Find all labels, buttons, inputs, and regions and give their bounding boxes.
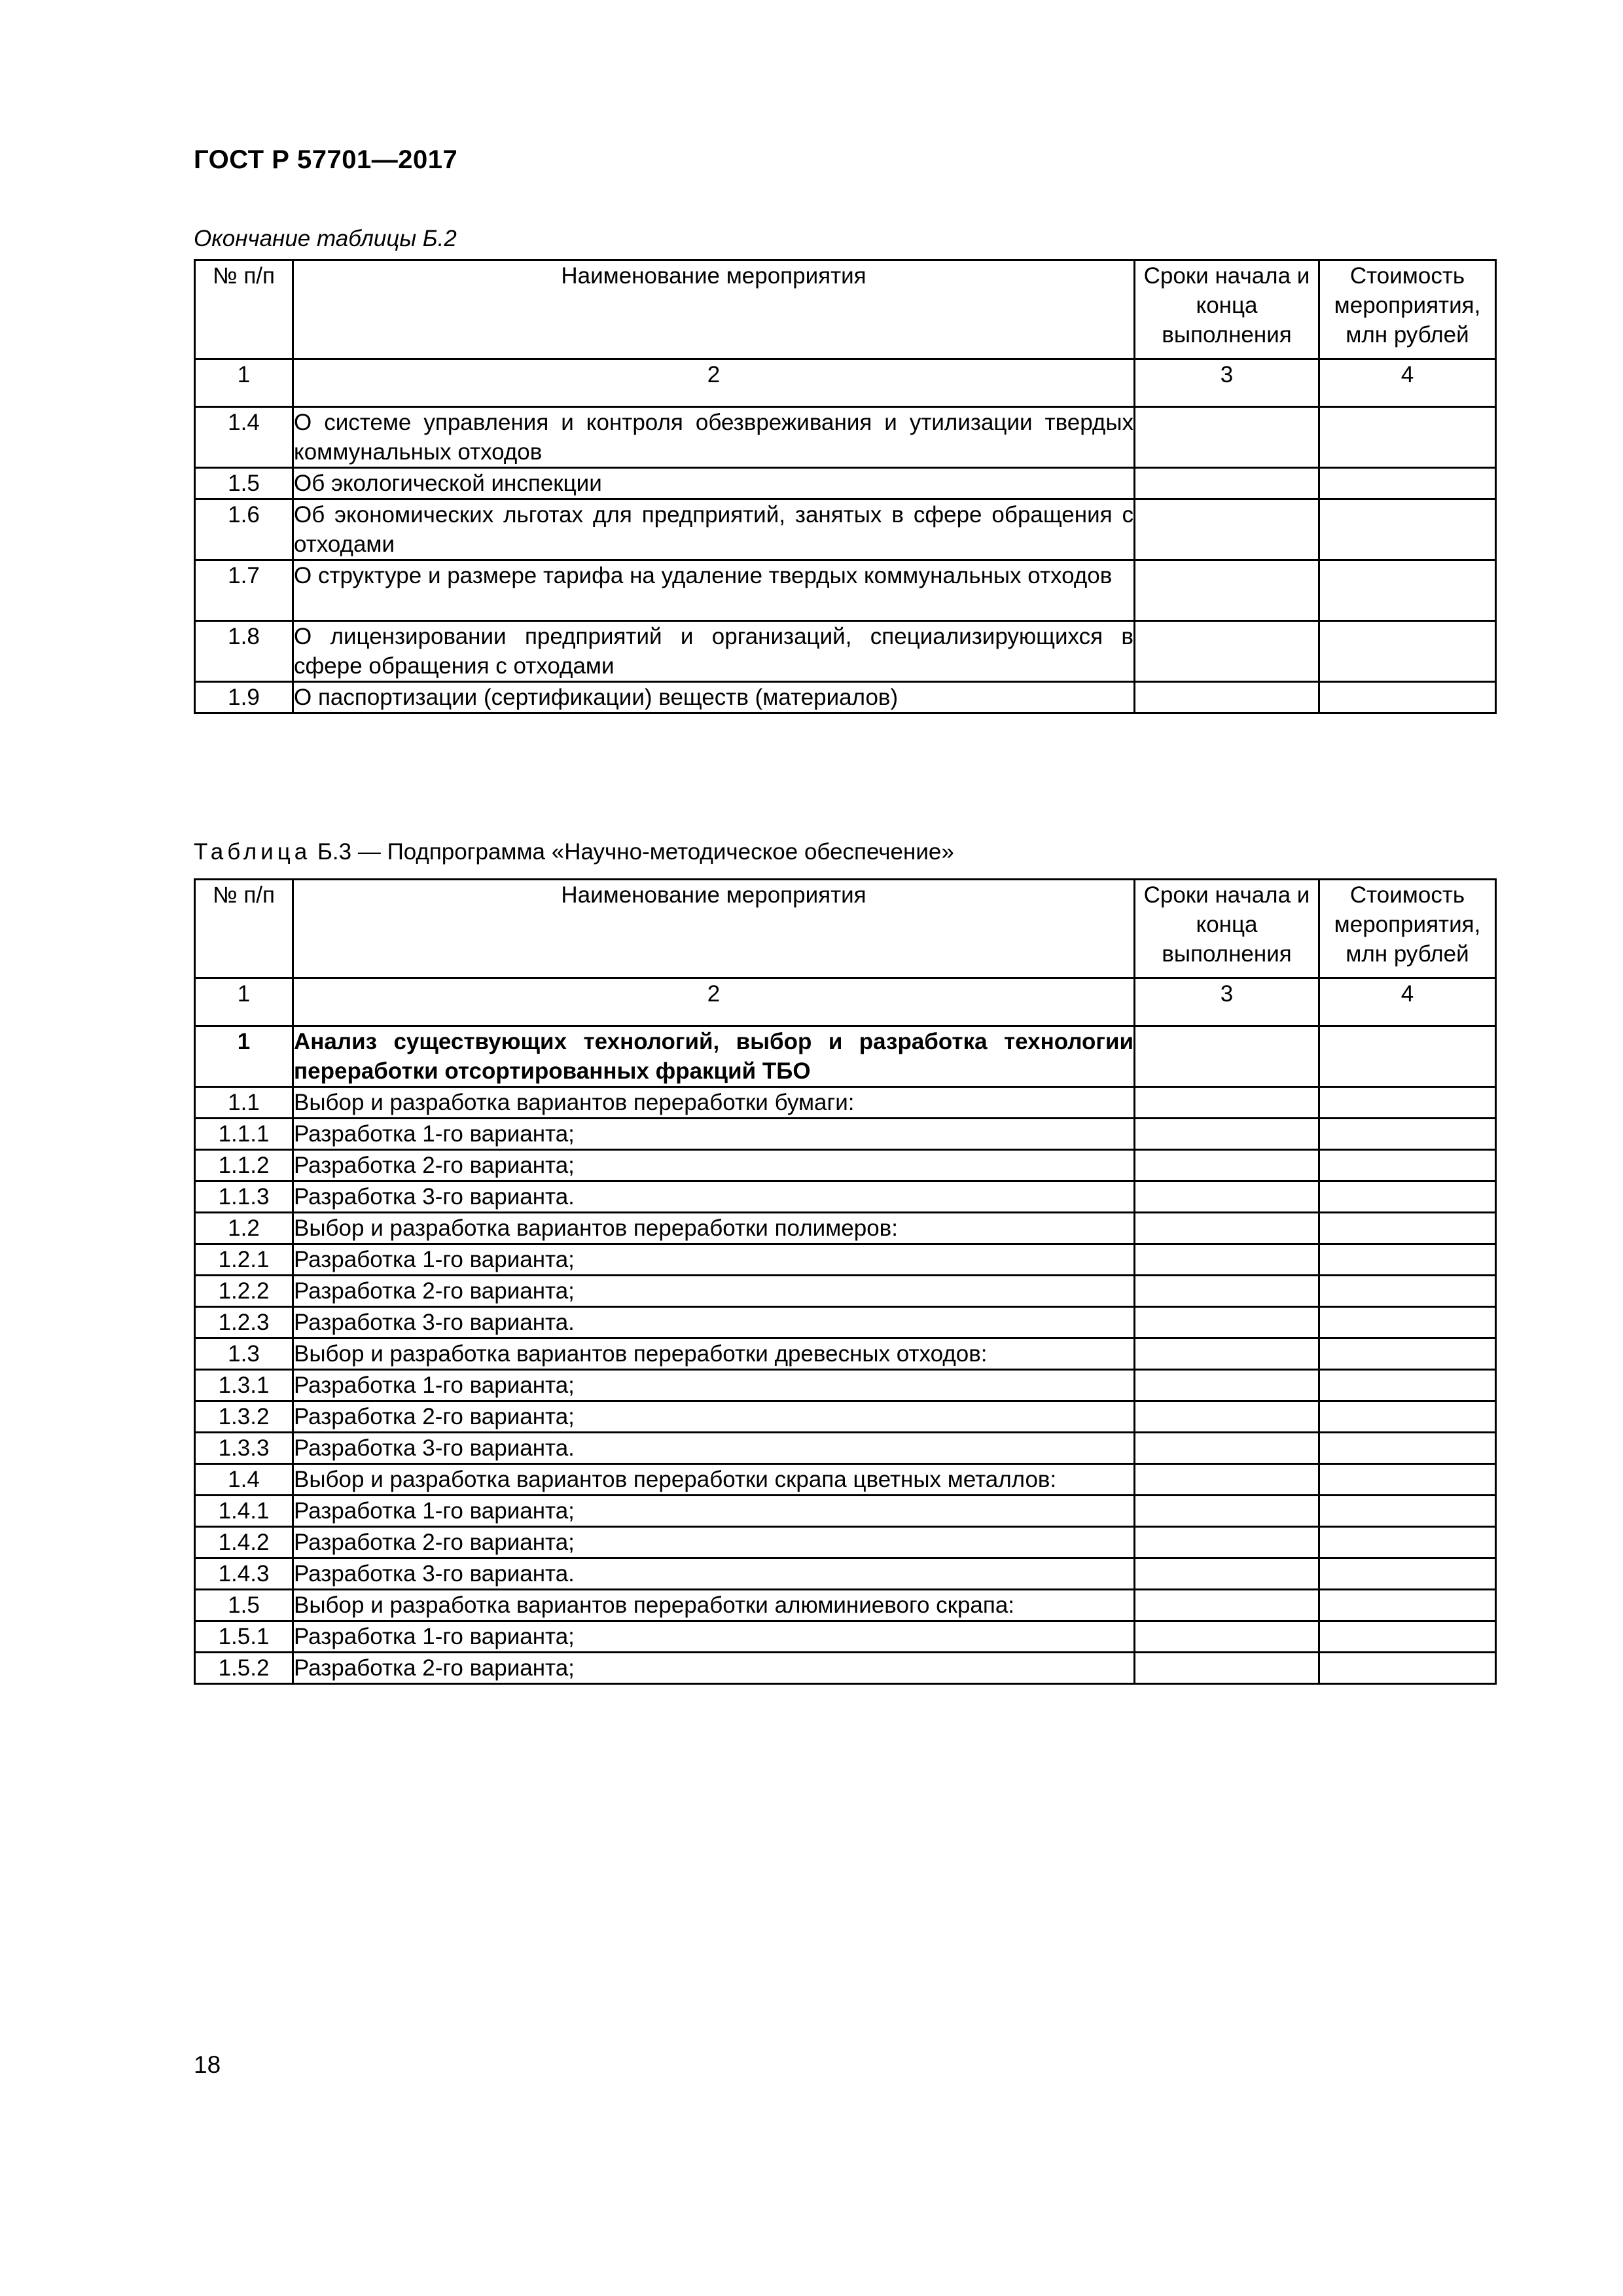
- table-b2-colnum-4: 4: [1319, 359, 1496, 407]
- row-cost-cell: [1319, 1119, 1496, 1150]
- table-row: [195, 1026, 1496, 1087]
- row-dates-cell: [1135, 1558, 1319, 1590]
- row-dates-cell: [1135, 407, 1319, 468]
- row-number: 1.2: [195, 1213, 293, 1244]
- row-name: Разработка 1-го варианта;: [293, 1496, 1135, 1527]
- table-b3: [194, 878, 1497, 1685]
- table-b3-column-numbers-row: [195, 978, 1496, 1026]
- row-name: Разработка 2-го варианта;: [293, 1653, 1135, 1684]
- row-cost-cell: [1319, 1496, 1496, 1527]
- row-number: 1.3.3: [195, 1433, 293, 1464]
- table-row: [195, 1433, 1496, 1464]
- row-number: 1.4.3: [195, 1558, 293, 1590]
- row-cost-cell: [1319, 1401, 1496, 1433]
- row-number: 1.2.2: [195, 1276, 293, 1307]
- table-row: [195, 1527, 1496, 1558]
- row-cost-cell: [1319, 1307, 1496, 1338]
- row-dates-cell: [1135, 1496, 1319, 1527]
- table-b2-header-name: Наименование мероприятия: [293, 260, 1135, 359]
- table-row: [195, 1558, 1496, 1590]
- row-dates-cell: [1135, 1119, 1319, 1150]
- row-dates-cell: [1135, 1653, 1319, 1684]
- row-name: Разработка 2-го варианта;: [293, 1401, 1135, 1433]
- row-dates-cell: [1135, 1401, 1319, 1433]
- row-dates-cell: [1135, 621, 1319, 682]
- row-name: О системе управления и контроля обезвреживания и утилизации твердых коммунальных отходов: [293, 407, 1135, 468]
- row-dates-cell: [1135, 1026, 1319, 1087]
- row-cost-cell: [1319, 1590, 1496, 1621]
- table-b2-column-numbers-row: [195, 359, 1496, 407]
- row-cost-cell: [1319, 1181, 1496, 1213]
- table-b3-colnum-4: 4: [1319, 978, 1496, 1026]
- table-b2-colnum-3: 3: [1135, 359, 1319, 407]
- table-row: [195, 468, 1496, 499]
- table-b3-caption: [194, 839, 954, 865]
- row-dates-cell: [1135, 1464, 1319, 1496]
- row-number: 1.2.1: [195, 1244, 293, 1276]
- table-row: [195, 1653, 1496, 1684]
- row-cost-cell: [1319, 1338, 1496, 1370]
- table-row: [195, 1119, 1496, 1150]
- row-name: Разработка 2-го варианта;: [293, 1150, 1135, 1181]
- table-b3-header-row: [195, 880, 1496, 978]
- row-name: Разработка 3-го варианта.: [293, 1433, 1135, 1464]
- table-row: [195, 1150, 1496, 1181]
- table-b2-colnum-1: 1: [195, 359, 293, 407]
- row-dates-cell: [1135, 499, 1319, 560]
- row-dates-cell: [1135, 1213, 1319, 1244]
- row-number: 1.1.3: [195, 1181, 293, 1213]
- table-b3-caption-prefix: Таблица: [194, 839, 312, 865]
- row-number: 1: [195, 1026, 293, 1087]
- row-name: Разработка 1-го варианта;: [293, 1621, 1135, 1653]
- row-dates-cell: [1135, 1087, 1319, 1119]
- row-dates-cell: [1135, 1244, 1319, 1276]
- table-row: [195, 560, 1496, 621]
- table-row: [195, 1276, 1496, 1307]
- table-b3-colnum-1: 1: [195, 978, 293, 1026]
- table-row: [195, 621, 1496, 682]
- row-dates-cell: [1135, 1307, 1319, 1338]
- row-number: 1.4: [195, 407, 293, 468]
- row-cost-cell: [1319, 407, 1496, 468]
- row-dates-cell: [1135, 1338, 1319, 1370]
- table-row: [195, 1590, 1496, 1621]
- table-b2-caption: Окончание таблицы Б.2: [194, 226, 457, 251]
- page-number: 18: [194, 2051, 221, 2078]
- row-number: 1.3.1: [195, 1370, 293, 1401]
- table-row: [195, 1464, 1496, 1496]
- table-b3-header-cost: Стоимость мероприятия, млн рублей: [1319, 880, 1496, 978]
- table-b2-header-number: № п/п: [195, 260, 293, 359]
- row-name: Разработка 3-го варианта.: [293, 1181, 1135, 1213]
- table-row: [195, 1244, 1496, 1276]
- row-name: Разработка 2-го варианта;: [293, 1527, 1135, 1558]
- table-b2: [194, 259, 1497, 714]
- row-cost-cell: [1319, 560, 1496, 621]
- row-dates-cell: [1135, 1621, 1319, 1653]
- document-code: ГОСТ Р 57701—2017: [194, 145, 458, 174]
- row-name: Разработка 2-го варианта;: [293, 1276, 1135, 1307]
- row-name: Об экономических льготах для предприятий, занятых в сфере обращения с отходами: [293, 499, 1135, 560]
- row-name: Об экологической инспекции: [293, 468, 1135, 499]
- row-dates-cell: [1135, 468, 1319, 499]
- row-cost-cell: [1319, 468, 1496, 499]
- table-b2-header-row: [195, 260, 1496, 359]
- row-cost-cell: [1319, 682, 1496, 713]
- row-number: 1.3.2: [195, 1401, 293, 1433]
- row-number: 1.8: [195, 621, 293, 682]
- table-b2-header-cost: Стоимость мероприятия, млн рублей: [1319, 260, 1496, 359]
- table-row: [195, 1621, 1496, 1653]
- row-number: 1.4.1: [195, 1496, 293, 1527]
- table-b3-header-number: № п/п: [195, 880, 293, 978]
- row-name: Выбор и разработка вариантов переработки скрапа цветных металлов:: [293, 1464, 1135, 1496]
- row-dates-cell: [1135, 1370, 1319, 1401]
- row-cost-cell: [1319, 621, 1496, 682]
- row-cost-cell: [1319, 1621, 1496, 1653]
- row-cost-cell: [1319, 1370, 1496, 1401]
- row-number: 1.5.1: [195, 1621, 293, 1653]
- row-cost-cell: [1319, 1087, 1496, 1119]
- row-cost-cell: [1319, 499, 1496, 560]
- row-cost-cell: [1319, 1433, 1496, 1464]
- table-row: [195, 682, 1496, 713]
- row-dates-cell: [1135, 1433, 1319, 1464]
- row-name: О структуре и размере тарифа на удаление твердых коммунальных отходов: [293, 560, 1135, 621]
- row-cost-cell: [1319, 1558, 1496, 1590]
- row-dates-cell: [1135, 1150, 1319, 1181]
- table-b2-header-dates: Сроки начала и конца выполнения: [1135, 260, 1319, 359]
- row-dates-cell: [1135, 1181, 1319, 1213]
- table-row: [195, 1401, 1496, 1433]
- row-number: 1.5.2: [195, 1653, 293, 1684]
- row-number: 1.2.3: [195, 1307, 293, 1338]
- row-cost-cell: [1319, 1653, 1496, 1684]
- row-cost-cell: [1319, 1276, 1496, 1307]
- table-row: [195, 407, 1496, 468]
- row-name: О паспортизации (сертификации) веществ (материалов): [293, 682, 1135, 713]
- row-cost-cell: [1319, 1026, 1496, 1087]
- row-name: Разработка 3-го варианта.: [293, 1558, 1135, 1590]
- table-b3-colnum-3: 3: [1135, 978, 1319, 1026]
- row-name: Разработка 1-го варианта;: [293, 1244, 1135, 1276]
- row-number: 1.9: [195, 682, 293, 713]
- row-number: 1.1: [195, 1087, 293, 1119]
- row-cost-cell: [1319, 1150, 1496, 1181]
- row-name: Разработка 1-го варианта;: [293, 1119, 1135, 1150]
- row-dates-cell: [1135, 1590, 1319, 1621]
- row-dates-cell: [1135, 682, 1319, 713]
- row-cost-cell: [1319, 1464, 1496, 1496]
- row-number: 1.1.2: [195, 1150, 293, 1181]
- row-number: 1.4.2: [195, 1527, 293, 1558]
- row-number: 1.1.1: [195, 1119, 293, 1150]
- row-name: Выбор и разработка вариантов переработки древесных отходов:: [293, 1338, 1135, 1370]
- row-cost-cell: [1319, 1244, 1496, 1276]
- row-number: 1.4: [195, 1464, 293, 1496]
- table-row: [195, 1307, 1496, 1338]
- row-dates-cell: [1135, 1527, 1319, 1558]
- row-name: Разработка 3-го варианта.: [293, 1307, 1135, 1338]
- table-row: [195, 1181, 1496, 1213]
- row-dates-cell: [1135, 1276, 1319, 1307]
- row-number: 1.6: [195, 499, 293, 560]
- table-row: [195, 1213, 1496, 1244]
- row-cost-cell: [1319, 1527, 1496, 1558]
- table-row: [195, 1370, 1496, 1401]
- table-b3-header-dates: Сроки начала и конца выполнения: [1135, 880, 1319, 978]
- row-cost-cell: [1319, 1213, 1496, 1244]
- table-row: [195, 1338, 1496, 1370]
- row-number: 1.5: [195, 1590, 293, 1621]
- row-name: Выбор и разработка вариантов переработки алюминиевого скрапа:: [293, 1590, 1135, 1621]
- table-b3-header-name: Наименование мероприятия: [293, 880, 1135, 978]
- table-b3-colnum-2: 2: [293, 978, 1135, 1026]
- table-row: [195, 499, 1496, 560]
- row-name: Выбор и разработка вариантов переработки полимеров:: [293, 1213, 1135, 1244]
- table-row: [195, 1496, 1496, 1527]
- row-number: 1.7: [195, 560, 293, 621]
- row-number: 1.3: [195, 1338, 293, 1370]
- table-row: [195, 1087, 1496, 1119]
- row-number: 1.5: [195, 468, 293, 499]
- row-name: Анализ существующих технологий, выбор и разработка технологии переработки отсортированных фракций ТБО: [293, 1026, 1135, 1087]
- row-name: Выбор и разработка вариантов переработки бумаги:: [293, 1087, 1135, 1119]
- table-b2-colnum-2: 2: [293, 359, 1135, 407]
- table-b3-caption-title: Б.3 — Подпрограмма «Научно-методическое обеспечение»: [311, 839, 954, 865]
- row-name: О лицензировании предприятий и организаций, специализирующихся в сфере обращения с отходами: [293, 621, 1135, 682]
- row-dates-cell: [1135, 560, 1319, 621]
- row-name: Разработка 1-го варианта;: [293, 1370, 1135, 1401]
